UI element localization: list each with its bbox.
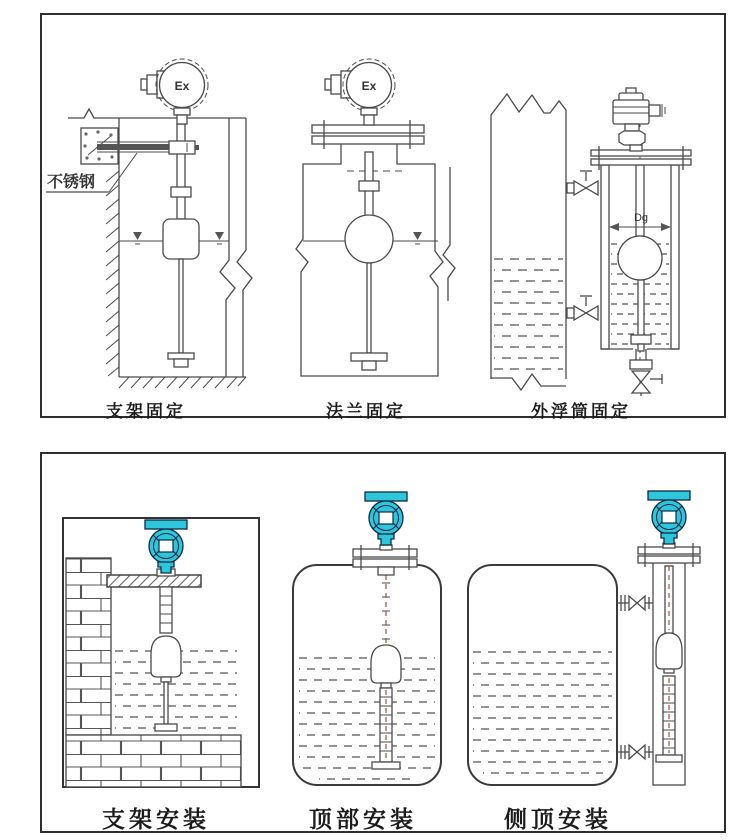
process-tank <box>491 94 566 390</box>
upper-valve <box>566 171 601 195</box>
lower-valve <box>566 296 601 320</box>
transmitter-head-teal <box>365 492 407 550</box>
transmitter-head-teal <box>648 491 690 548</box>
display-window <box>159 540 173 552</box>
caption-flange-fixing: 法兰固定 <box>326 402 406 421</box>
display-window <box>379 512 393 524</box>
stainless-steel-label: 不锈钢 <box>47 174 96 191</box>
transmitter-head-compact <box>613 88 665 151</box>
diagram-bracket-installation <box>46 458 281 800</box>
float <box>656 633 682 669</box>
probe-and-float <box>163 124 199 367</box>
upper-connection-valve <box>617 595 653 611</box>
tank <box>293 565 441 785</box>
transmitter-head-ex <box>141 59 208 124</box>
panel-installation-methods <box>40 452 726 833</box>
float-ball <box>618 236 662 280</box>
drain-valve <box>630 349 662 396</box>
caption-side-top-installation: 侧顶安装 <box>504 806 612 832</box>
tank <box>468 565 617 785</box>
diagram-top-installation <box>281 458 459 800</box>
panel-fixing-methods <box>40 13 726 421</box>
display-window <box>662 511 676 523</box>
support-shelf <box>107 575 201 587</box>
conduit-connector <box>649 105 660 116</box>
brick-wall <box>66 558 111 735</box>
brick-floor <box>66 735 241 787</box>
dg-label: Dg <box>633 212 649 224</box>
caption-bracket-installation: 支架安装 <box>102 806 210 832</box>
diagram-bracket-fixing <box>46 16 281 396</box>
ex-marking: Ex <box>361 79 377 93</box>
diagram-flange-fixing <box>281 16 473 396</box>
transmitter-head-ex <box>325 59 395 125</box>
diagram-external-chamber-fixing <box>473 16 725 396</box>
probe-and-float <box>656 566 682 762</box>
caption-top-installation: 顶部安装 <box>309 806 417 832</box>
probe-and-float <box>345 152 393 370</box>
float <box>371 645 401 683</box>
caption-chamber-fixing: 外浮筒固定 <box>531 402 631 421</box>
caption-bracket-fixing: 支架固定 <box>106 402 186 421</box>
lower-connection-valve <box>617 745 653 759</box>
float <box>151 636 181 677</box>
diagram-side-top-installation <box>459 458 725 800</box>
ex-marking: Ex <box>174 79 190 93</box>
